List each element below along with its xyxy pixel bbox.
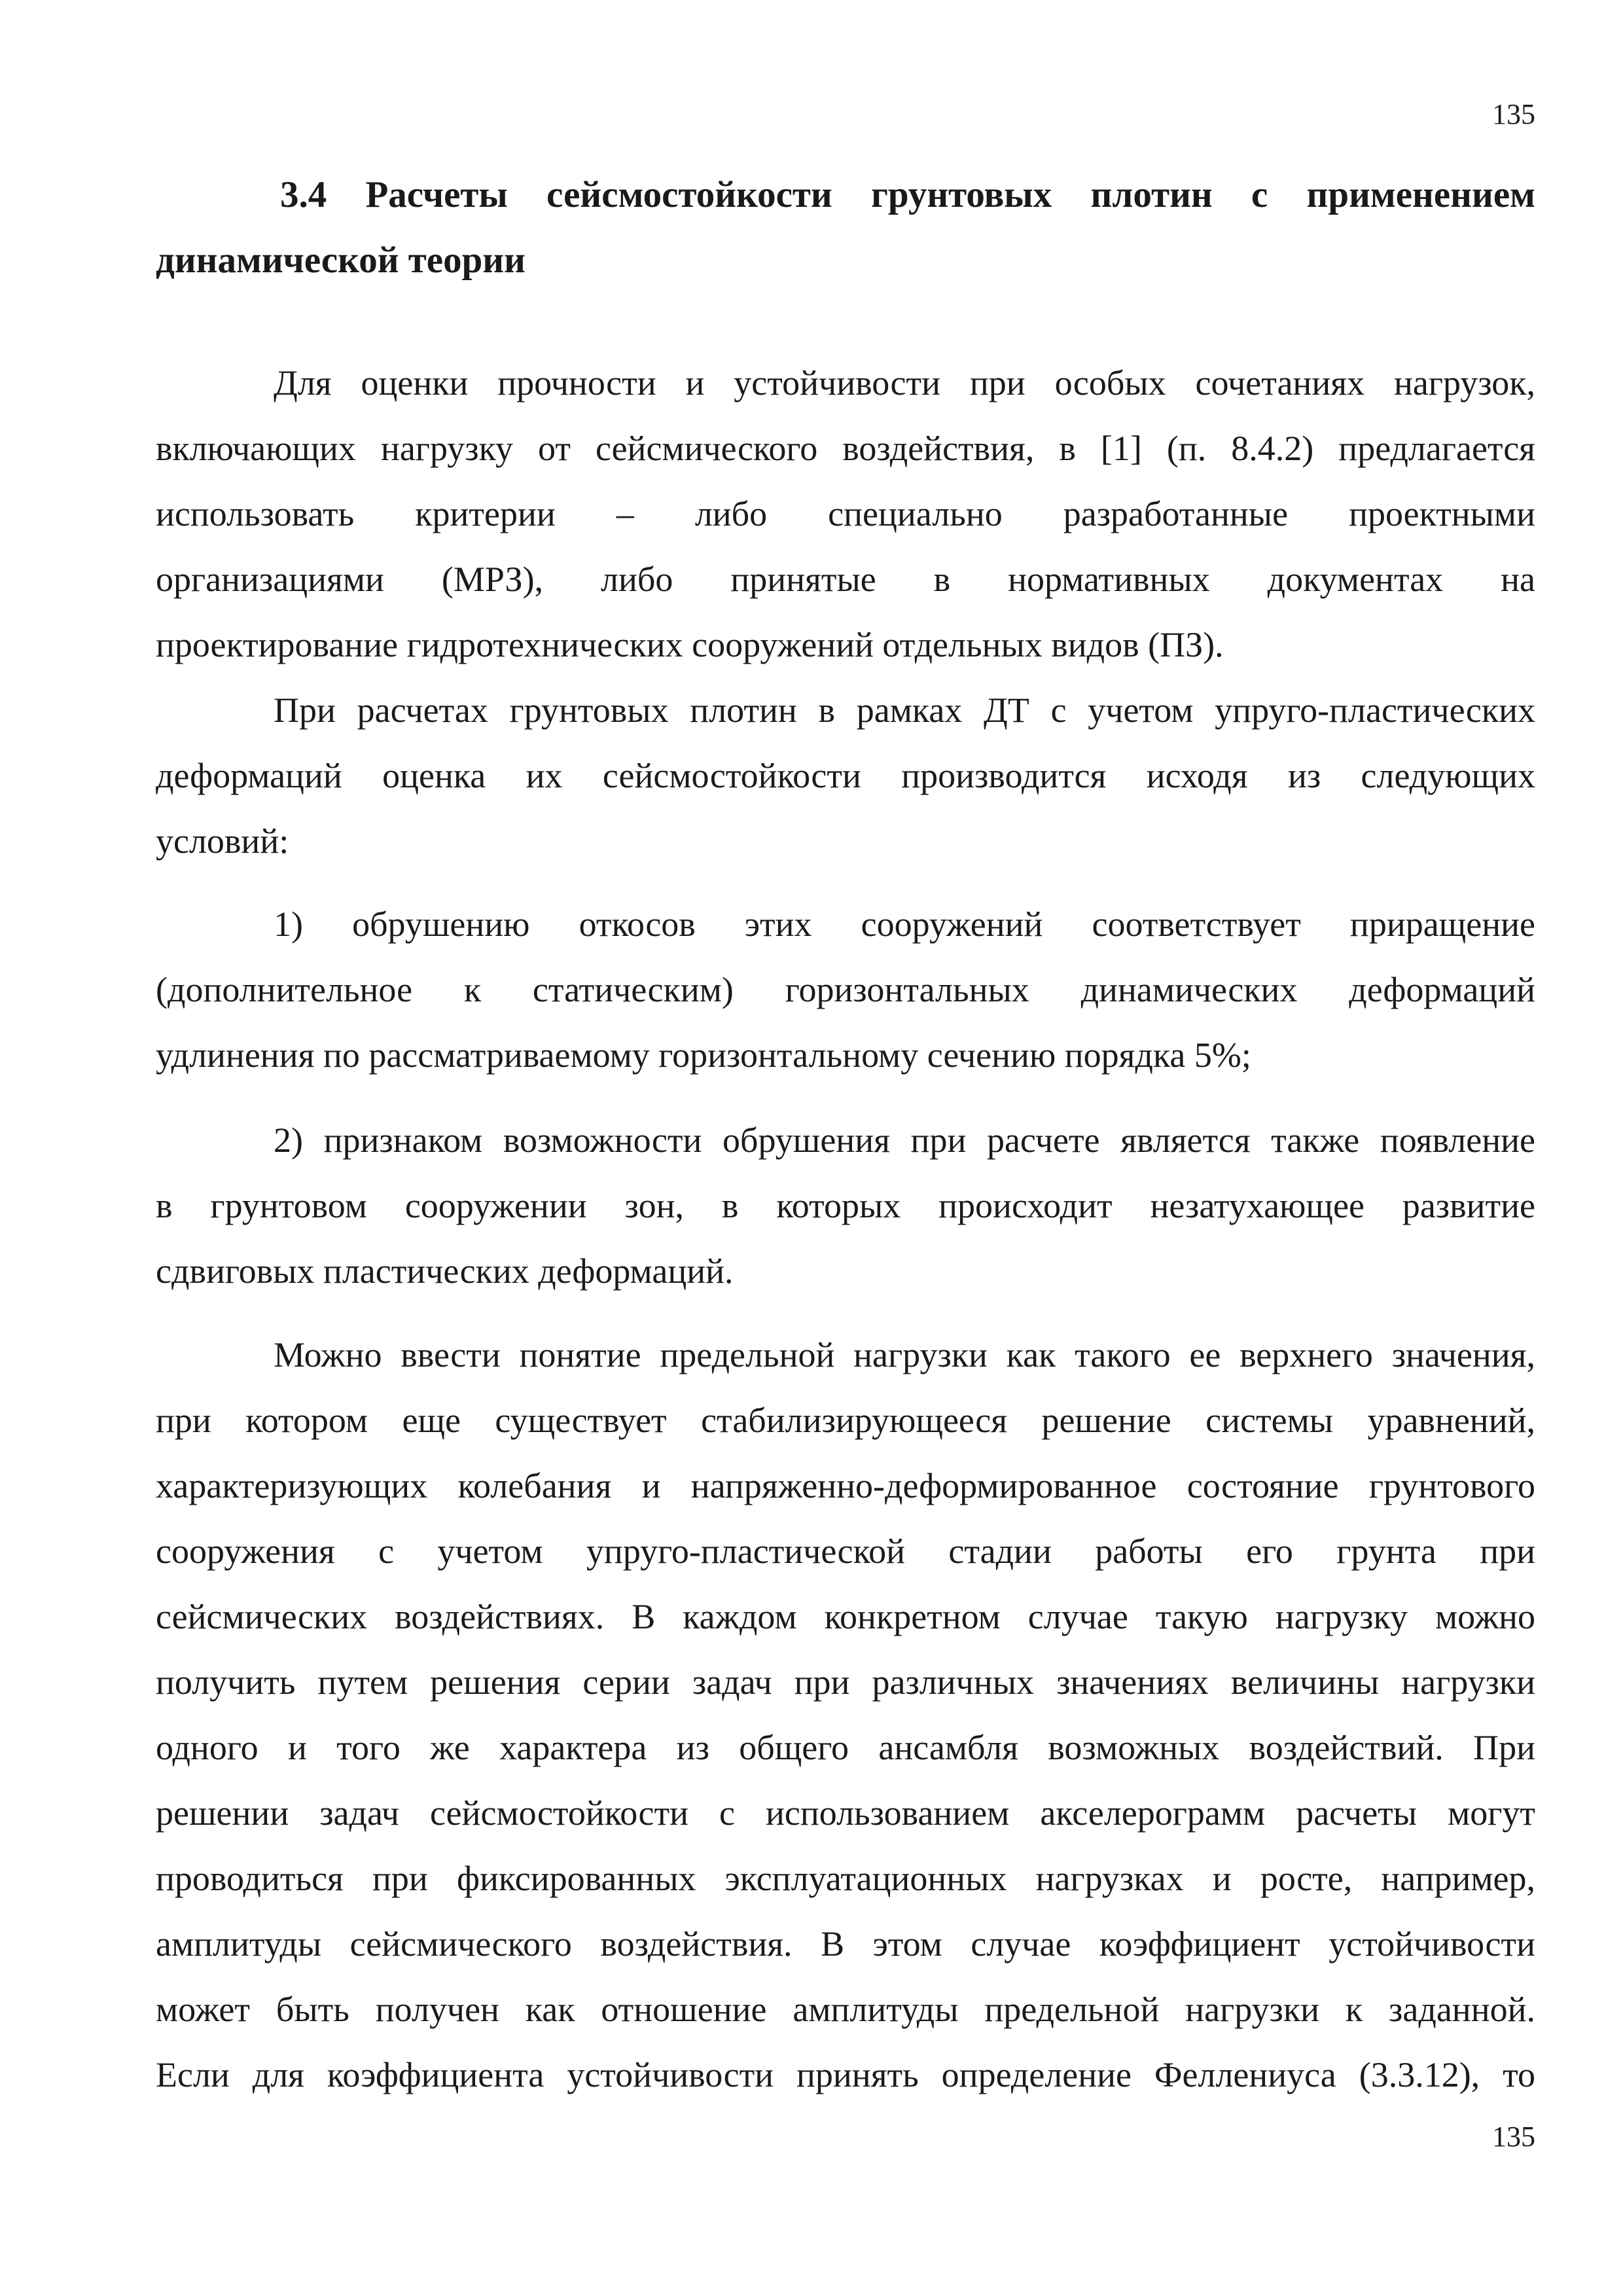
list-item-1 xyxy=(156,891,1535,1088)
paragraph-line: Если для коэффициента устойчивости принять определение Феллениуса (3.3.12), то xyxy=(156,2055,1535,2094)
paragraph-line: При расчетах грунтовых плотин в рамках ДТ с учетом упруго-пластических xyxy=(274,691,1535,730)
paragraph-line: при котором еще существует стабилизирующееся решение системы уравнений, xyxy=(156,1401,1535,1440)
paragraph-line: решении задач сейсмостойкости с использованием акселерограмм расчеты могут xyxy=(156,1793,1535,1833)
paragraph-line: организациями (МРЗ), либо принятые в нормативных документах на xyxy=(156,560,1535,599)
paragraph-conditions xyxy=(156,677,1535,874)
paragraph-line: использовать критерии – либо специально разработанные проектными xyxy=(156,494,1535,533)
paragraph-criteria xyxy=(156,350,1535,677)
paragraph-line: деформаций оценка их сейсмостойкости производится исходя из следующих xyxy=(156,756,1535,795)
paragraph-line: амплитуды сейсмического воздействия. В этом случае коэффициент устойчивости xyxy=(156,1924,1535,1964)
paragraph-line: одного и того же характера из общего ансамбля возможных воздействий. При xyxy=(156,1728,1535,1767)
paragraph-line: удлинения по рассматриваемому горизонтальному сечению порядка 5%; xyxy=(156,1035,1251,1075)
heading-line: 3.4 Расчеты сейсмостойкости грунтовых плотин с применением xyxy=(280,174,1535,215)
paragraph-line: в грунтовом сооружении зон, в которых происходит незатухающее развитие xyxy=(156,1186,1535,1225)
paragraph-line: сейсмических воздействиях. В каждом конкретном случае такую нагрузку можно xyxy=(156,1597,1535,1636)
page-number-top: 135 xyxy=(1492,98,1535,130)
paragraph-line: может быть получен как отношение амплитуды предельной нагрузки к заданной. xyxy=(156,1990,1535,2029)
paragraph-line: сдвиговых пластических деформаций. xyxy=(156,1251,734,1291)
paragraph-line: условий: xyxy=(156,821,289,861)
paragraph-line: Для оценки прочности и устойчивости при особых сочетаниях нагрузок, xyxy=(274,363,1535,403)
section-heading xyxy=(156,162,1535,293)
paragraph-line: получить путем решения серии задач при различных значениях величины нагрузки xyxy=(156,1662,1535,1702)
paragraph-line: 2) признаком возможности обрушения при расчете является также появление xyxy=(274,1121,1535,1160)
paragraph-line: сооружения с учетом упруго-пластической стадии работы его грунта при xyxy=(156,1532,1535,1571)
paragraph-line: проектирование гидротехнических сооружений отдельных видов (ПЗ). xyxy=(156,625,1224,664)
paragraph-line: включающих нагрузку от сейсмического воздействия, в [1] (п. 8.4.2) предлагается xyxy=(156,429,1535,468)
page-number-bottom: 135 xyxy=(1492,2121,1535,2153)
paragraph-line: проводиться при фиксированных эксплуатационных нагрузках и росте, например, xyxy=(156,1859,1535,1898)
paragraph-line: Можно ввести понятие предельной нагрузки как такого ее верхнего значения, xyxy=(274,1335,1535,1374)
list-item-2 xyxy=(156,1107,1535,1304)
heading-line: динамической теории xyxy=(156,240,526,281)
paragraph-line: 1) обрушению откосов этих сооружений соответствует приращение xyxy=(274,905,1535,944)
paragraph-line: (дополнительное к статическим) горизонтальных динамических деформаций xyxy=(156,970,1535,1009)
paragraph-limit-load xyxy=(156,1322,1535,2108)
paragraph-line: характеризующих колебания и напряженно-деформированное состояние грунтового xyxy=(156,1466,1535,1505)
